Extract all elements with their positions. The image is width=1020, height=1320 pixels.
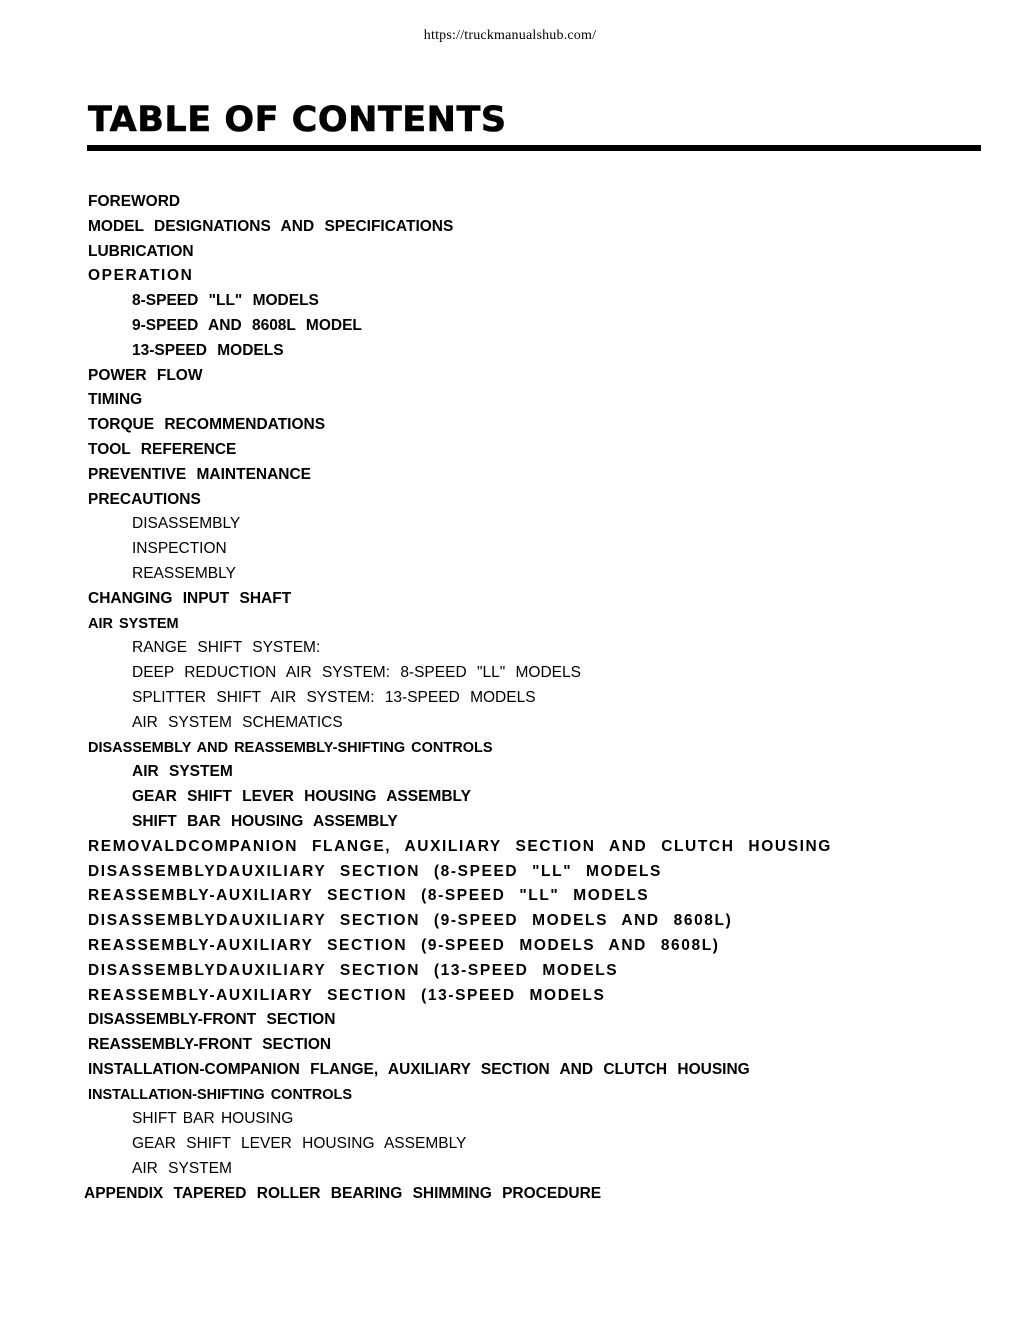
toc-entry-installation-companion-flange: INSTALLATION-COMPANION FLANGE, AUXILIARY SECTION AND CLUTCH HOUSING (88, 1060, 750, 1078)
toc-entry-power-flow: POWER FLOW (88, 366, 203, 384)
toc-entry-appendix: APPENDIX TAPERED ROLLER BEARING SHIMMING PROCEDURE (84, 1184, 602, 1202)
toc-entry-air-system: AIR SYSTEM (88, 615, 179, 632)
source-url: https://truckmanualshub.com/ (423, 28, 597, 43)
toc-subentry-disassembly: DISASSEMBLY (132, 515, 241, 533)
toc-entry-foreword: FOREWORD (88, 193, 181, 210)
toc-entry-changing-input-shaft: CHANGING INPUT SHAFT (88, 589, 292, 607)
page-title: TABLE OF CONTENTS (88, 100, 507, 140)
title-underline (87, 145, 981, 151)
toc-entry-reassembly-aux-8-speed: REASSEMBLY-AUXILIARY SECTION (8-SPEED "LL" MODELS (88, 887, 650, 905)
toc-entry-tool-reference: TOOL REFERENCE (88, 440, 237, 458)
toc-subentry-shift-bar-housing: SHIFT BAR HOUSING ASSEMBLY (132, 812, 398, 830)
toc-subentry-deep-reduction-air-system: DEEP REDUCTION AIR SYSTEM: 8-SPEED "LL" MODELS (132, 664, 581, 682)
toc-entry-reassembly-front-section: REASSEMBLY-FRONT SECTION (88, 1036, 332, 1054)
toc-entry-removal-companion-flange: REMOVALDCOMPANION FLANGE, AUXILIARY SECTION AND CLUTCH HOUSING (88, 837, 832, 855)
toc-subentry-8-speed-ll: 8-SPEED "LL" MODELS (132, 292, 319, 310)
toc-subentry-gear-shift-lever-housing: GEAR SHIFT LEVER HOUSING ASSEMBLY (132, 788, 471, 806)
toc-subentry-air-system-controls: AIR SYSTEM (132, 763, 233, 781)
toc-subentry-shift-bar-housing-install: SHIFT BAR HOUSING (132, 1110, 294, 1128)
toc-subentry-range-shift-system: RANGE SHIFT SYSTEM: (132, 639, 321, 657)
toc-entry-timing: TIMING (88, 391, 143, 409)
toc-subentry-splitter-shift-air-system: SPLITTER SHIFT AIR SYSTEM: 13-SPEED MODELS (132, 688, 536, 706)
toc-entry-operation: OPERATION (88, 267, 194, 285)
toc-entry-preventive-maintenance: PREVENTIVE MAINTENANCE (88, 465, 312, 483)
toc-entry-shifting-controls: DISASSEMBLY AND REASSEMBLY-SHIFTING CONTROLS (88, 739, 493, 756)
toc-entry-installation-shifting-controls: INSTALLATION-SHIFTING CONTROLS (88, 1086, 353, 1103)
toc-subentry-air-system-schematics: AIR SYSTEM SCHEMATICS (132, 713, 343, 731)
table-of-contents (0, 190, 1020, 1207)
toc-subentry-reassembly: REASSEMBLY (132, 564, 236, 582)
toc-entry-disassembly-front-section: DISASSEMBLY-FRONT SECTION (88, 1011, 336, 1029)
toc-entry-torque-recommendations: TORQUE RECOMMENDATIONS (88, 416, 326, 434)
toc-entry-reassembly-aux-13-speed: REASSEMBLY-AUXILIARY SECTION (13-SPEED MODELS (88, 986, 606, 1004)
toc-subentry-9-speed-8608l: 9-SPEED AND 8608L MODEL (132, 316, 362, 334)
toc-subentry-13-speed: 13-SPEED MODELS (132, 341, 284, 359)
toc-entry-lubrication: LUBRICATION (88, 242, 194, 260)
toc-entry-disassembly-aux-13-speed: DISASSEMBLYDAUXILIARY SECTION (13-SPEED MODELS (88, 961, 619, 979)
toc-subentry-inspection: INSPECTION (132, 540, 227, 558)
toc-entry-reassembly-aux-9-speed: REASSEMBLY-AUXILIARY SECTION (9-SPEED MODELS AND 8608L) (88, 936, 720, 954)
toc-entry-precautions: PRECAUTIONS (88, 490, 201, 508)
toc-entry-model-designations: MODEL DESIGNATIONS AND SPECIFICATIONS (88, 217, 454, 235)
toc-entry-disassembly-aux-8-speed: DISASSEMBLYDAUXILIARY SECTION (8-SPEED "LL" MODELS (88, 862, 662, 880)
toc-subentry-gear-shift-lever-install: GEAR SHIFT LEVER HOUSING ASSEMBLY (132, 1135, 467, 1153)
toc-subentry-air-system-install: AIR SYSTEM (132, 1160, 232, 1178)
toc-entry-disassembly-aux-9-speed: DISASSEMBLYDAUXILIARY SECTION (9-SPEED MODELS AND 8608L) (88, 912, 733, 930)
